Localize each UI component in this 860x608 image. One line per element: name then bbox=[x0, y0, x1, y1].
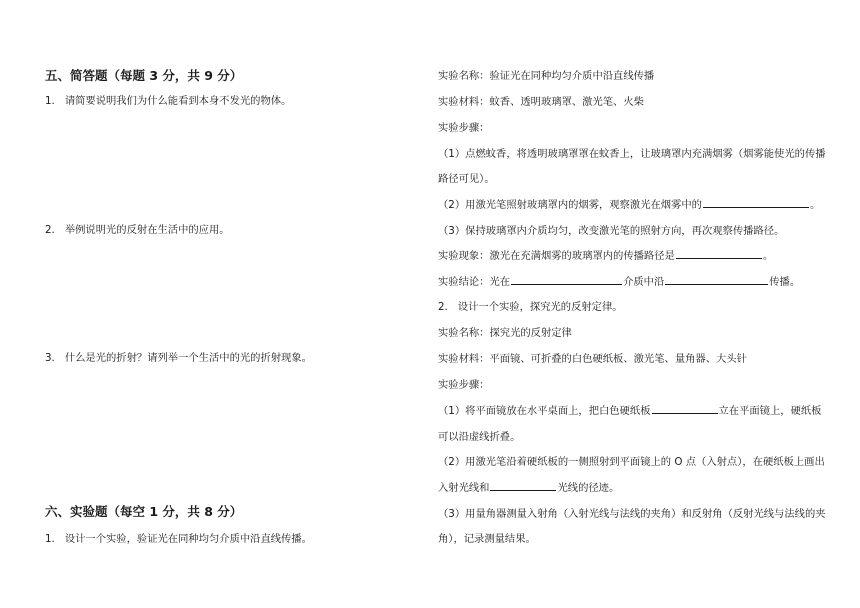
step-2-1-line-2: 可以沿虚线折叠。 bbox=[438, 431, 521, 443]
step-text-end: 立在平面镜上，硬纸板 bbox=[718, 405, 822, 417]
question-3 bbox=[45, 349, 312, 364]
step-2-3-line-2: 角），记录测量结果。 bbox=[438, 533, 536, 545]
question-number: 1. bbox=[45, 95, 55, 107]
step-text-end: 光线的径迹。 bbox=[557, 482, 620, 494]
answer-blank[interactable] bbox=[652, 402, 718, 414]
step-1-line-2: 路径可见）。 bbox=[438, 173, 495, 185]
question-number: 1. bbox=[45, 533, 55, 545]
question-text: 什么是光的折射？请列举一个生活中的光的折射现象。 bbox=[64, 352, 312, 364]
answer-blank[interactable] bbox=[511, 273, 622, 285]
step-3: （3）保持玻璃罩内介质均匀，改变激光笔的照射方向，再次观察传播路径。 bbox=[438, 225, 785, 237]
experiment-materials-2: 实验材料：平面镜、可折叠的白色硬纸板、激光笔、量角器、大头针 bbox=[438, 353, 747, 365]
answer-blank[interactable] bbox=[665, 273, 768, 285]
conclusion-text-2: 介质中沿 bbox=[623, 276, 665, 288]
question-text: 设计一个实验，验证光在同种均匀介质中沿直线传播。 bbox=[64, 533, 312, 545]
question-2 bbox=[45, 221, 230, 236]
answer-blank[interactable] bbox=[676, 247, 762, 259]
conclusion-text-3: 传播。 bbox=[769, 276, 801, 288]
experiment-1 bbox=[45, 530, 312, 545]
experiment-conclusion bbox=[438, 273, 800, 288]
step-2 bbox=[438, 196, 820, 211]
step-2-2-line-1: （2）用激光笔沿着硬纸板的一侧照射到平面镜上的 O 点（入射点），在硬纸板上画出 bbox=[438, 456, 825, 468]
answer-blank[interactable] bbox=[703, 196, 809, 208]
step-text: 入射光线和 bbox=[438, 482, 490, 494]
section5-title: 五、简答题（每题 3 分，共 9 分） bbox=[45, 68, 243, 83]
question-number: 2. bbox=[438, 301, 448, 313]
experiment-2 bbox=[438, 298, 623, 313]
answer-blank[interactable] bbox=[490, 479, 556, 491]
question-number: 2. bbox=[45, 224, 55, 236]
question-1 bbox=[45, 92, 291, 107]
step-2-end: 。 bbox=[809, 199, 821, 211]
experiment-name-2: 实验名称：探究光的反射定律 bbox=[438, 327, 572, 339]
question-text: 请简要说明我们为什么能看到本身不发光的物体。 bbox=[64, 95, 292, 107]
experiment-name-1: 实验名称：验证光在同种均匀介质中沿直线传播 bbox=[438, 70, 655, 82]
experiment-steps-label-2: 实验步骤： bbox=[438, 379, 490, 391]
phenomenon-text: 实验现象：激光在充满烟雾的玻璃罩内的传播路径是 bbox=[438, 250, 675, 262]
experiment-materials-1: 实验材料：蚊香、透明玻璃罩、激光笔、火柴 bbox=[438, 96, 644, 108]
question-text: 设计一个实验，探究光的反射定律。 bbox=[457, 301, 623, 313]
step-text: （1）将平面镜放在水平桌面上，把白色硬纸板 bbox=[438, 405, 651, 417]
experiment-phenomenon bbox=[438, 247, 773, 262]
conclusion-text-1: 实验结论：光在 bbox=[438, 276, 511, 288]
experiment-steps-label-1: 实验步骤： bbox=[438, 122, 490, 134]
question-text: 举例说明光的反射在生活中的应用。 bbox=[64, 224, 230, 236]
step-2-text: （2）用激光笔照射玻璃罩内的烟雾，观察激光在烟雾中的 bbox=[438, 199, 702, 211]
step-2-2-line-2 bbox=[438, 479, 619, 494]
step-2-1-line-1 bbox=[438, 402, 821, 417]
question-number: 3. bbox=[45, 352, 55, 364]
step-1-line-1: （1）点燃蚊香，将透明玻璃罩罩在蚊香上，让玻璃罩内充满烟雾（烟雾能使光的传播 bbox=[438, 148, 826, 160]
step-2-3-line-1: （3）用量角器测量入射角（入射光线与法线的夹角）和反射角（反射光线与法线的夹 bbox=[438, 508, 826, 520]
section6-title: 六、实验题（每空 1 分，共 8 分） bbox=[45, 504, 243, 519]
phenomenon-end: 。 bbox=[762, 250, 774, 262]
